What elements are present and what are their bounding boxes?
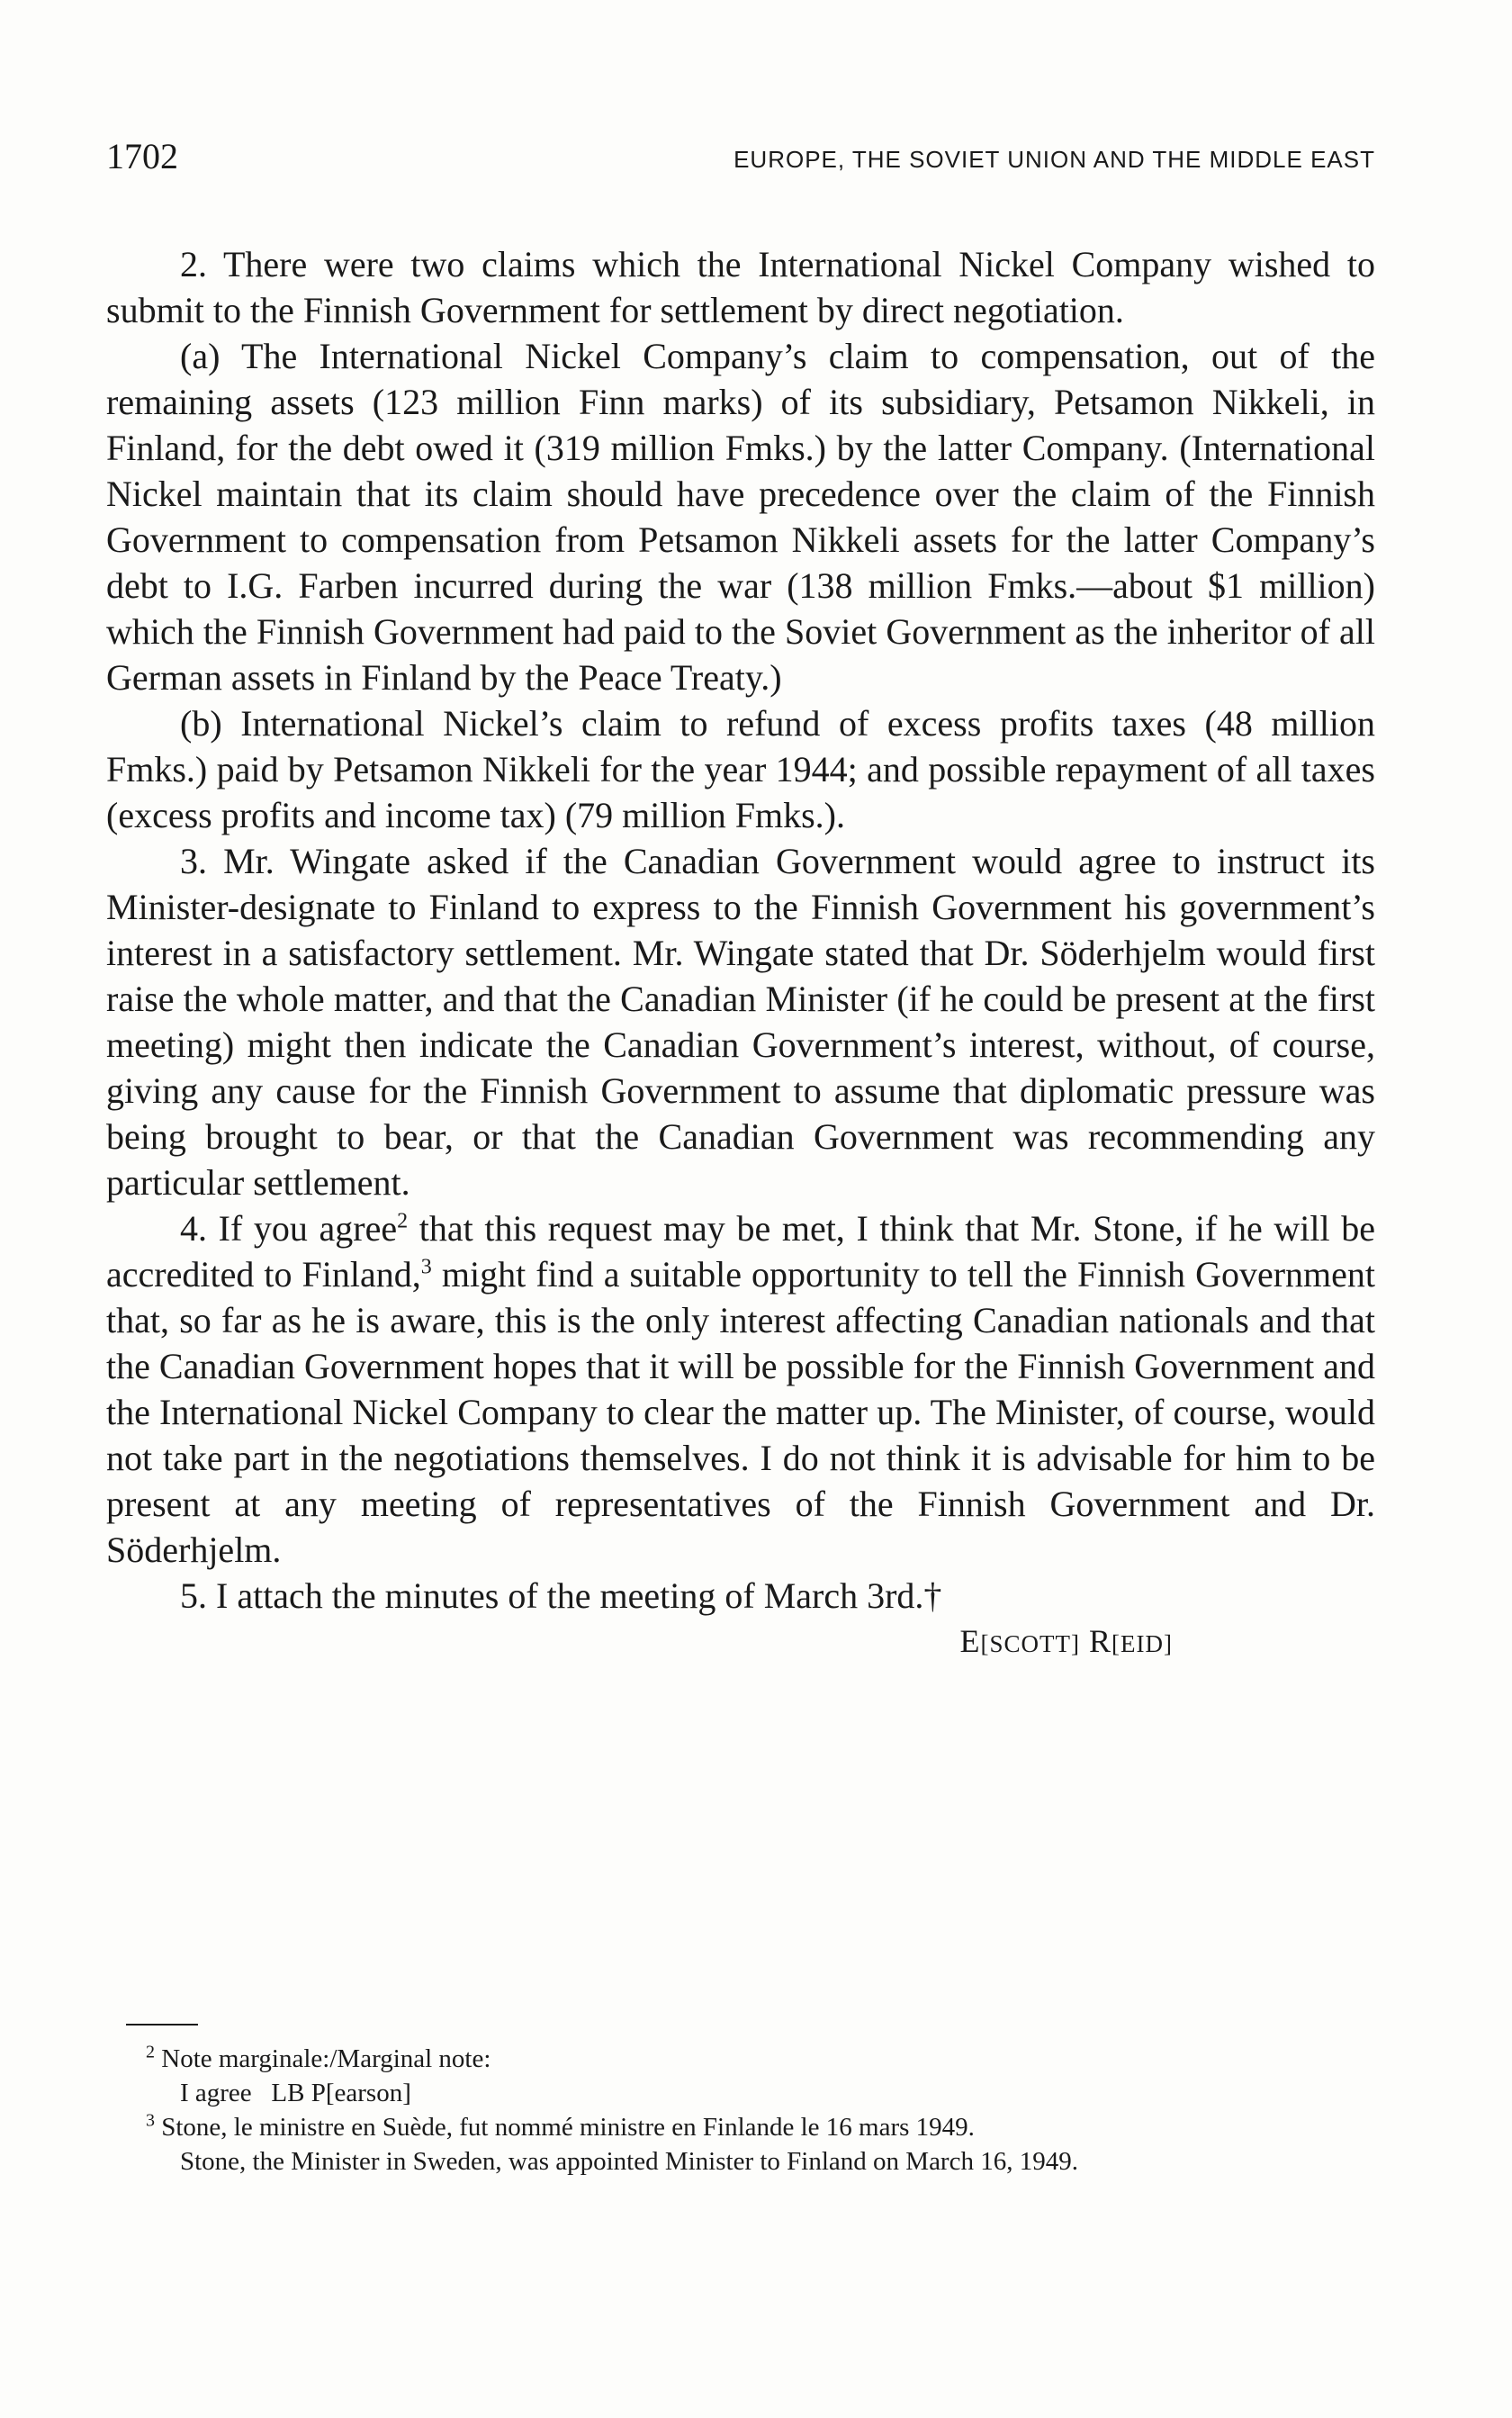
body-text [106, 241, 1375, 1667]
paragraph-2: 2. There were two claims which the International Nickel Company wished to submit to the Finnish Government for settlement by direct negotiation. [106, 244, 1375, 330]
paragraph-3: 3. Mr. Wingate asked if the Canadian Government would agree to instruct its Minister-designate to Finland to express to the Finnish Government his government’s interest in a satisfactory settlement. Mr. Wingate stated that Dr. Söderhjelm would first raise the whole matter, and that the Canadian Minister (if he could be present at the first meeting) might then indicate the Canadian Government’s interest, without, of course, giving any cause for the Finnish Government to assume that diplomatic pressure was being brought to bear, or that the Canadian Government was recommending any particular settlement. [106, 841, 1375, 1203]
footnote-ref-2[interactable]: 2 [397, 1209, 409, 1233]
footnote-divider [126, 2024, 198, 2026]
footnote-3-text-en: Stone, the Minister in Sweden, was appointed Minister to Finland on March 16, 1949. [180, 2147, 1078, 2176]
footnote-3 [106, 2110, 1375, 2144]
footnote-2-text: Note marginale:/Marginal note: [161, 2044, 491, 2073]
signature [106, 1619, 1173, 1667]
signature-initial-r: R [1089, 1623, 1112, 1659]
paragraph-4-part-2: that this request may be met, I think that Mr. Stone, if he will be accredited to Finland, [106, 1208, 1375, 1295]
footnote-ref-3[interactable]: 3 [420, 1255, 432, 1279]
signature-initial-e: E [959, 1623, 981, 1659]
footnote-3-mark: 3 [146, 2110, 155, 2131]
page-header [106, 135, 1375, 180]
footnote-2-mark: 2 [146, 2042, 155, 2062]
signature-eid: [EID] [1112, 1630, 1173, 1657]
paragraph-a: (a) The International Nickel Company’s claim to compensation, out of the remaining assets (123 million Finn marks) of its subsidiary, Petsamon Nikkeli, in Finland, for the debt owed it (319 million Fmks.) by the latter Company. (International Nickel maintain that its claim should have precedence over the claim of the Finnish Government to compensation from Petsamon Nikkeli assets for the latter Company’s debt to I.G. Farben incurred during the war (138 million Fmks.—about $1 million) which the Finnish Government had paid to the Soviet Government as the inheritor of all German assets in Finland by the Peace Treaty.) [106, 336, 1375, 698]
footnotes [106, 2042, 1375, 2179]
paragraph-4-part-1: 4. If you agree [180, 1208, 398, 1249]
page-number: 1702 [106, 136, 178, 176]
footnote-2-note: I agree LB P[earson] [180, 2079, 411, 2107]
paragraph-b: (b) International Nickel’s claim to refund of excess profits taxes (48 million Fmks.) paid by Petsamon Nikkeli for the year 1944; and possible repayment of all taxes (excess profits and income tax) (79 million Fmks.). [106, 703, 1375, 835]
footnote-2 [106, 2042, 1375, 2076]
paragraph-5: 5. I attach the minutes of the meeting of March 3rd.† [180, 1575, 942, 1616]
running-head: EUROPE, THE SOVIET UNION AND THE MIDDLE EAST [734, 146, 1375, 173]
signature-scott: [SCOTT] [980, 1630, 1081, 1657]
footnote-3-text-fr: Stone, le ministre en Suède, fut nommé ministre en Finlande le 16 mars 1949. [161, 2113, 975, 2142]
paragraph-4-part-3: might find a suitable opportunity to tell the Finnish Government that, so far as he is aware, this is the only interest affecting Canadian nationals and that the Canadian Government hopes that it will be possible for the Finnish Government and the International Nickel Company to clear the matter up. The Minister, of course, would not take part in the negotiations themselves. I do not think it is advisable for him to be present at any meeting of representatives of the Finnish Government and Dr. Söderhjelm. [106, 1254, 1376, 1570]
paragraph-4 [106, 1205, 1375, 1573]
